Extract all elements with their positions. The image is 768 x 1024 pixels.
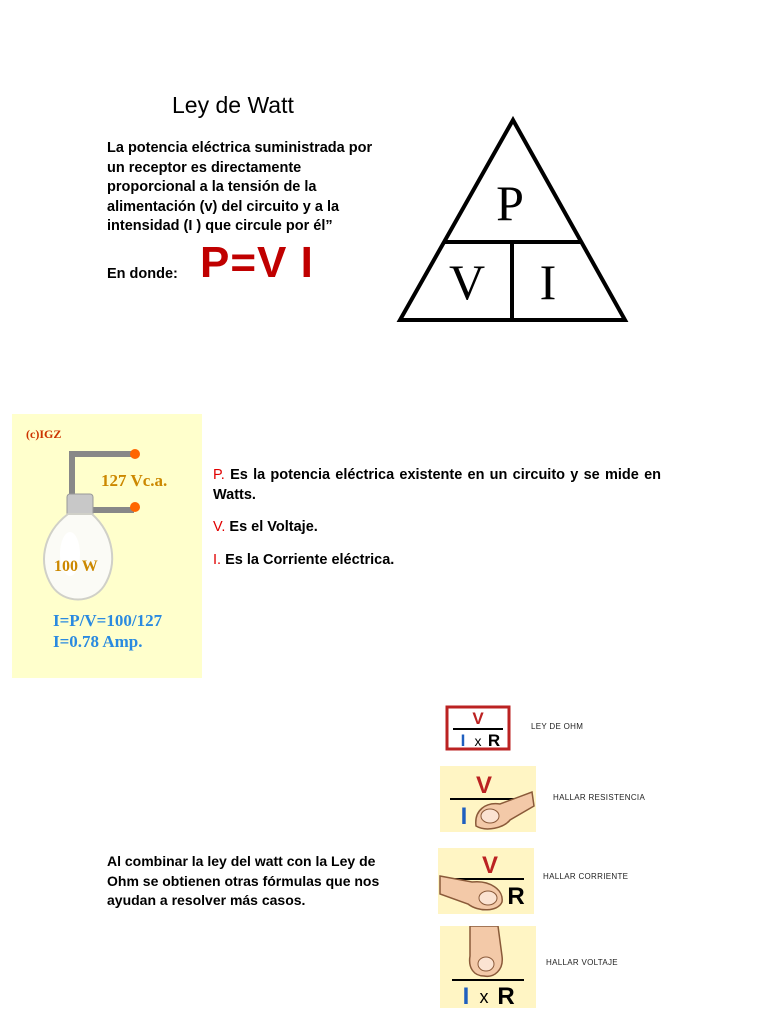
- definition-key: I.: [213, 552, 222, 568]
- definition-i: [213, 551, 661, 571]
- pvi-triangle: [395, 115, 630, 327]
- ohm-card-label: LEY DE OHM: [531, 722, 584, 731]
- definition-text: Es el Voltaje.: [225, 519, 318, 535]
- voltage-label: 127 Vc.a.: [101, 471, 168, 490]
- ohm-paragraph: Al combinar la ley del watt con la Ley de Ohm se obtienen otras fórmulas que nos ayudan a resolver más casos.: [107, 853, 380, 908]
- ohm-card-resistencia: [440, 766, 536, 832]
- triangle-v: V: [448, 254, 486, 310]
- ohm-card-voltaje: [440, 926, 536, 1008]
- card-times: x: [479, 987, 489, 1007]
- definition-key: P.: [213, 467, 225, 483]
- card-i: I: [460, 803, 468, 830]
- bulb-illustration: [12, 414, 202, 678]
- ohm-card-corriente: [438, 848, 534, 914]
- card-times: x: [474, 733, 482, 749]
- card-r: R: [487, 731, 501, 750]
- copyright-label: (c)IGZ: [26, 427, 62, 441]
- triangle-i: I: [539, 254, 557, 310]
- card-v: V: [475, 772, 493, 799]
- definition-key: V.: [213, 519, 226, 535]
- watt-formula: P=V I: [200, 238, 314, 287]
- calc-line-1: I=P/V=100/127: [53, 611, 163, 630]
- ohm-card-label: HALLAR CORRIENTE: [543, 872, 629, 881]
- triangle-p: P: [496, 175, 524, 231]
- power-label: 100 W: [54, 558, 98, 575]
- definition-v: [213, 518, 661, 538]
- card-v: V: [472, 709, 484, 728]
- ohm-card-ley: [445, 705, 511, 751]
- card-i: I: [462, 983, 470, 1008]
- definition-text: Es la potencia eléctrica existente en un circuito y se mide en Watts.: [213, 467, 661, 503]
- en-donde-label: En donde:: [107, 266, 178, 282]
- definition-p: [213, 466, 661, 505]
- page-title: Ley de Watt: [172, 92, 294, 118]
- intro-paragraph: La potencia eléctrica suministrada por un receptor es directamente proporcional a la tensión de la alimentación (v) del circuito y a la intensidad (I ) que circule por él”: [107, 140, 373, 234]
- card-i: I: [460, 731, 466, 750]
- ohm-card-label: HALLAR VOLTAJE: [546, 958, 618, 967]
- card-r: R: [497, 983, 515, 1008]
- card-v: V: [481, 852, 499, 879]
- bulb-icon: [12, 414, 202, 604]
- card-r: R: [507, 883, 525, 910]
- calc-line-2: I=0.78 Amp.: [53, 632, 143, 651]
- definition-text: Es la Corriente eléctrica.: [221, 552, 395, 568]
- ohm-card-label: HALLAR RESISTENCIA: [553, 793, 646, 802]
